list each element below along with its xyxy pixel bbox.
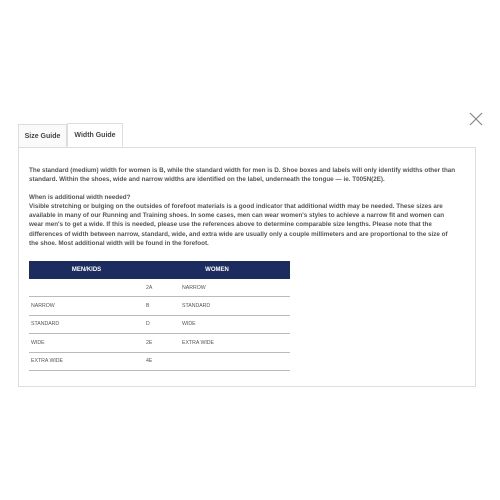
width-guide-content (29, 166, 457, 248)
table-cell: D (144, 315, 180, 333)
tab-size-guide[interactable]: Size Guide (18, 124, 67, 147)
table-cell: WIDE (29, 334, 144, 352)
table-cell (29, 279, 144, 297)
width-table (29, 261, 290, 371)
table-header-row (29, 261, 290, 279)
table-cell: B (144, 297, 180, 315)
table-cell: 2E (144, 334, 180, 352)
table-row (29, 279, 290, 297)
table-cell: STANDARD (29, 315, 144, 333)
table-cell: EXTRA WIDE (29, 352, 144, 370)
tab-width-guide[interactable]: Width Guide (67, 123, 123, 147)
table-cell: WIDE (180, 315, 290, 333)
header-men-kids: MEN/KIDS (29, 261, 144, 279)
table-cell: 2A (144, 279, 180, 297)
intro-text: The standard (medium) width for women is B, while the standard width for men is D. Shoe boxes and labels will only identify widths other than standard. Within the shoes, wide and narrow widths are identified on the label, underneath the tongue — ie. T005N(2E). (29, 167, 456, 184)
table-row (29, 315, 290, 333)
table-cell (180, 352, 290, 370)
table-cell: NARROW (29, 297, 144, 315)
table-cell: NARROW (180, 279, 290, 297)
close-icon[interactable] (468, 111, 484, 127)
table-row (29, 352, 290, 370)
header-women: WOMEN (144, 261, 290, 279)
table-row (29, 334, 290, 352)
section-paragraph: Visible stretching or bulging on the outsides of forefoot materials is a good indicator that additional width may be needed. These sizes are available in many of our Running and Training shoes. In some cases, men can wear women's styles to achieve a narrow fit and women can wear men's to get a wide. If this is needed, please use the references above to determine comparable size lengths. Please note that the differences of width between narrow, standard, wide, and extra wide are usually only a couple millimeters and are proportional to the size of the shoe. Most additional width will be found in the forefoot. (29, 202, 448, 248)
table-row (29, 297, 290, 315)
table-cell: STANDARD (180, 297, 290, 315)
table-cell: 4E (144, 352, 180, 370)
table-cell: EXTRA WIDE (180, 334, 290, 352)
section-question: When is additional width needed? (29, 193, 131, 201)
